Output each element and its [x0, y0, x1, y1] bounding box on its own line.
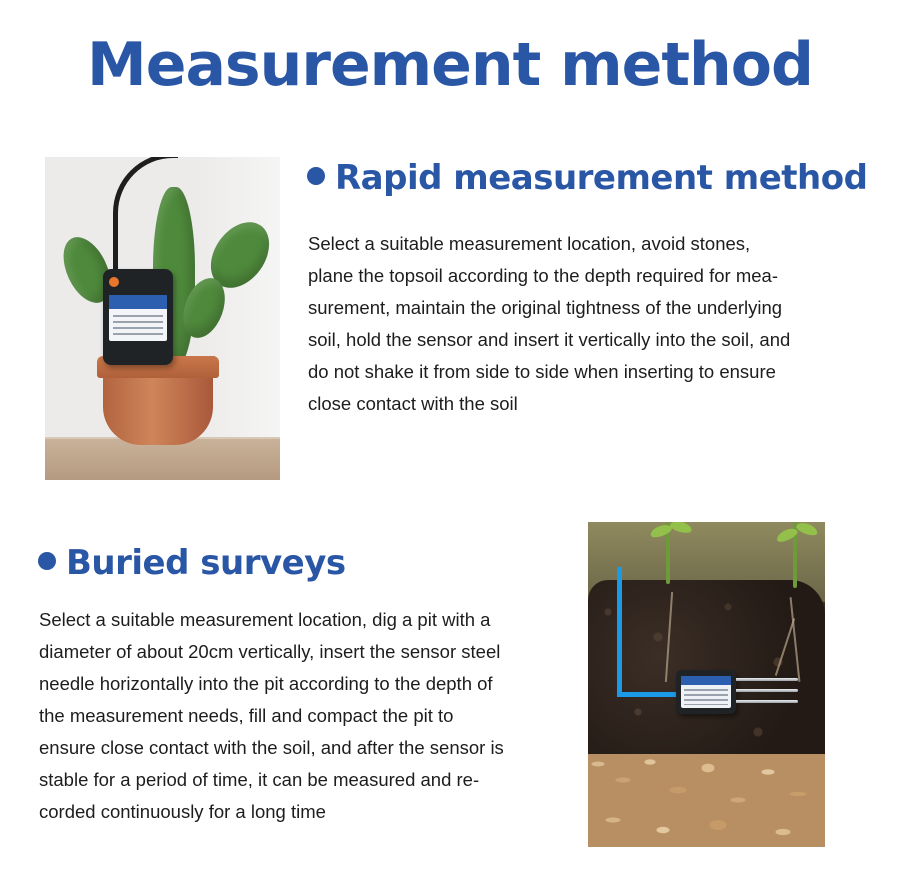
section-heading-buried	[38, 543, 346, 583]
body-line: Select a suitable measurement location, avoid stones,	[308, 233, 751, 254]
sensor-label	[109, 295, 167, 341]
brand-logo-icon	[109, 277, 119, 287]
body-line: corded continuously for a long time	[39, 801, 326, 822]
sensor-cable-vertical	[617, 567, 622, 695]
body-line: diameter of about 20cm vertically, insert the sensor steel	[39, 641, 501, 662]
sensor-label	[681, 676, 731, 708]
section-heading-text: Rapid measurement method	[335, 158, 868, 198]
body-line: stable for a period of time, it can be measured and re-	[39, 769, 480, 790]
body-line: plane the topsoil according to the depth required for mea-	[308, 265, 778, 286]
bullet-icon	[307, 167, 325, 185]
cactus-sensor-photo	[45, 157, 280, 480]
body-line: do not shake it from side to side when inserting to ensure	[308, 361, 776, 382]
sensor-steel-needle	[736, 700, 798, 703]
pot-body	[103, 375, 213, 445]
sensor-steel-needle	[736, 678, 798, 681]
sensor-steel-needle	[736, 689, 798, 692]
shelf	[45, 439, 280, 480]
buried-sensor-photo	[588, 522, 825, 847]
section-body-rapid	[308, 228, 790, 420]
sensor-label-band	[681, 676, 731, 685]
buried-sensor-device	[676, 670, 736, 714]
sensor-cable-horizontal	[617, 692, 679, 697]
body-line: ensure close contact with the soil, and after the sensor is	[39, 737, 504, 758]
body-line: the measurement needs, fill and compact the pit to	[39, 705, 454, 726]
soil-sensor-device	[103, 269, 173, 365]
body-line: soil, hold the sensor and insert it vertically into the soil, and	[308, 329, 791, 350]
sensor-label-text-lines	[113, 315, 163, 335]
page-title: Measurement method	[87, 30, 813, 100]
sensor-label-text-lines	[684, 689, 728, 705]
bullet-icon	[38, 552, 56, 570]
body-line: needle horizontally into the pit according to the depth of	[39, 673, 493, 694]
section-body-buried	[39, 604, 504, 828]
section-heading-rapid	[307, 158, 867, 198]
pebble-layer	[588, 750, 825, 847]
body-line: Select a suitable measurement location, dig a pit with a	[39, 609, 491, 630]
body-line: close contact with the soil	[308, 393, 518, 414]
sensor-label-band	[109, 295, 167, 309]
body-line: surement, maintain the original tightness of the underlying	[308, 297, 783, 318]
section-heading-text: Buried surveys	[66, 543, 346, 583]
